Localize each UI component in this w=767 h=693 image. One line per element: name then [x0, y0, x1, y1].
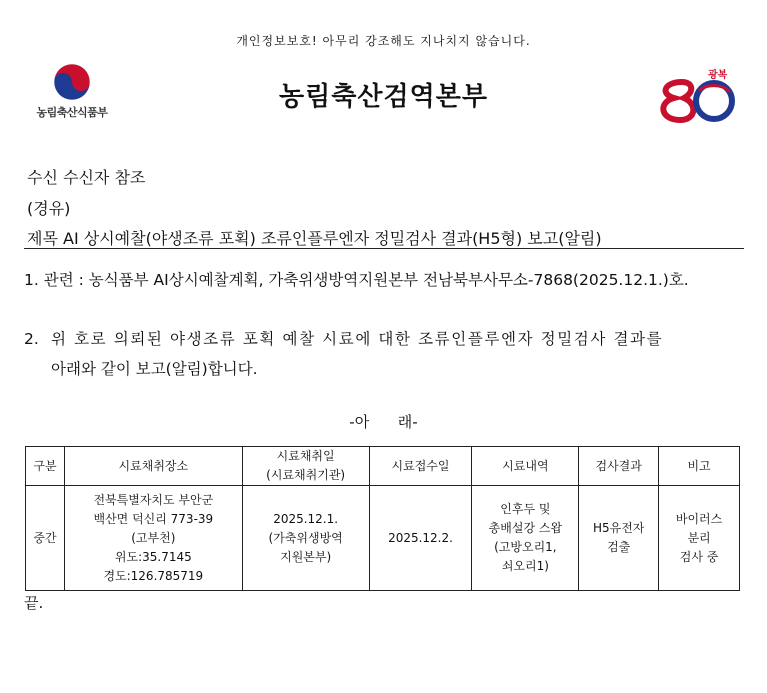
- below-separator: -아 래-: [349, 413, 418, 431]
- cell-place-line: 백산면 덕신리 773-39: [93, 511, 214, 526]
- liberation-label: 광복: [708, 70, 728, 81]
- result-table: [25, 446, 740, 591]
- cell-details: [472, 486, 579, 591]
- end-mark: 끝.: [24, 594, 44, 612]
- subject-line: 제목 AI 상시예찰(야생조류 포획) 조류인플루엔자 정밀검사 결과(H5형) 보고(알림): [27, 229, 602, 248]
- cell-received: 2025.12.2.: [369, 486, 472, 591]
- cell-result-line: H5유전자: [592, 521, 645, 535]
- cell-note-line: 분리: [687, 530, 711, 545]
- cell-result: [579, 486, 659, 591]
- cell-date: [242, 486, 369, 591]
- cell-category: 중간: [26, 486, 65, 591]
- recipient-line: 수신 수신자 참조: [27, 168, 146, 187]
- cell-place-line: 경도:126.785719: [103, 568, 204, 583]
- item-2-line-1: 위 호로 의뢰된 야생조류 포획 예찰 시료에 대한 조류인플루엔자 정밀검사 결과를: [51, 330, 664, 348]
- ministry-logo-text: 농림축산식품부: [36, 106, 108, 119]
- table-row: [26, 486, 740, 591]
- header-date: [242, 447, 369, 486]
- cell-result-line: 검출: [607, 540, 631, 554]
- cell-place: [64, 486, 242, 591]
- header-divider: [24, 248, 744, 249]
- cell-date-line: (가축위생방역: [268, 530, 343, 545]
- item-2-number: 2.: [24, 330, 39, 348]
- liberation-80-logo: [652, 60, 748, 130]
- cell-date-line: 2025.12.1.: [273, 511, 339, 526]
- header-received: 시료접수일: [369, 447, 472, 486]
- cell-place-line: (고부천): [131, 530, 176, 545]
- header-date-line-1: 시료채취일: [276, 449, 335, 463]
- cell-details-line: 인후두 및: [500, 502, 551, 516]
- item-2-paragraph: [24, 324, 746, 384]
- cell-place-line: 전북특별자치도 부안군: [93, 492, 214, 507]
- header-details: 시료내역: [472, 447, 579, 486]
- privacy-slogan: 개인정보보호! 아무리 강조해도 지나치지 않습니다.: [236, 34, 531, 48]
- cell-details-line: (고방오리1,: [494, 540, 557, 554]
- cell-note-line: 바이러스: [675, 511, 723, 526]
- cell-note-line: 검사 중: [679, 549, 719, 564]
- header-result: 검사결과: [579, 447, 659, 486]
- header-category: 구분: [26, 447, 65, 486]
- cell-details-line: 총배설강 스왑: [488, 521, 563, 535]
- liberation-80-icon: [652, 60, 748, 130]
- cell-note: [659, 486, 740, 591]
- header-date-line-2: (시료채취기관): [266, 468, 346, 482]
- header-note: 비고: [659, 447, 740, 486]
- cell-place-line: 위도:35.7145: [114, 549, 192, 564]
- table-header-row: [26, 447, 740, 486]
- cell-details-line: 쇠오리1): [501, 559, 549, 573]
- via-line: (경유): [27, 199, 71, 218]
- agency-title: 농림축산검역본부: [279, 82, 488, 112]
- item-1-related: 1. 관련 : 농식품부 AI상시예찰계획, 가축위생방역지원본부 전남북부사무소-7868(2025.12.1.)호.: [24, 271, 689, 289]
- header-place: 시료채취장소: [64, 447, 242, 486]
- cell-date-line: 지원본부): [280, 549, 332, 564]
- item-2-line-2: 아래와 같이 보고(알림)합니다.: [51, 360, 258, 378]
